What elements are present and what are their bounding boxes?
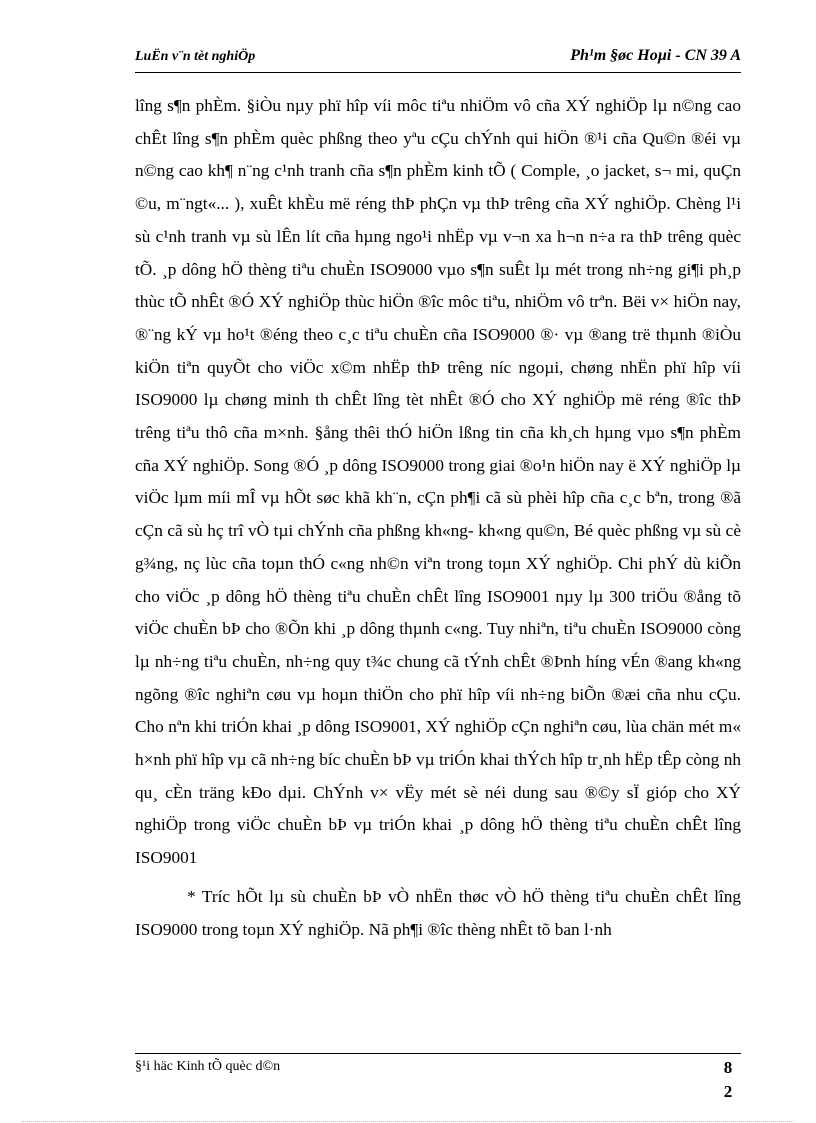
page-number-digit-2: 2 [723, 1082, 733, 1101]
header-author: Ph¹m §øc Hoµi - CN 39 A [570, 47, 741, 64]
footer-university: §¹i häc Kinh tÕ quèc d©n [135, 1059, 281, 1074]
header-thesis-label: LuËn v¨n tèt nghiÖp [135, 49, 256, 64]
page-bottom-border [22, 1121, 794, 1122]
page-header [135, 47, 741, 71]
body-text [135, 90, 741, 946]
page-number-digit-1: 8 [723, 1058, 733, 1077]
header-divider [135, 72, 741, 73]
page-number [718, 1056, 738, 1104]
footer-divider [135, 1053, 741, 1054]
paragraph-2: * Tríc hÕt lµ sù chuÈn bÞ vÒ nhËn thøc vÒ hÖ thèng tiªu chuÈn chÊt lîng ISO9000 trong toµn XÝ nghiÖp. Nã ph¶i ®îc thèng nhÊt tõ ban l·nh [135, 886, 741, 939]
paragraph-1: lîng s¶n phÈm. §iÒu nµy phï hîp víi môc tiªu nhiÖm vô cña XÝ nghiÖp lµ n©ng cao chÊt lîng s¶n phÈm quèc phßng theo yªu cÇu chÝnh qui hiÖn ®¹i cña Qu©n ®éi vµ n©ng cao kh¶ n¨ng c¹nh tranh cña s¶n phÈm kinh tÕ ( Comple, ¸o jacket, s¬ mi, quÇn ©u, m¨ngt«... ), xuÊt khÈu më réng thÞ phÇn vµ thÞ trêng cña XÝ nghiÖp. Chèng l¹i sù c¹nh tranh vµ sù lÊn lít cña hµng ngo¹i nhËp vµ v¬n xa h¬n n÷a ra thÞ trêng quèc tÕ. ¸p dông hÖ thèng tiªu chuÈn ISO9000 vµo s¶n suÊt lµ mét trong nh÷ng gi¶i ph¸p thùc tÕ nhÊt ®Ó XÝ nghiÖp thùc hiÖn ®îc môc tiªu, nhiÖm vô trªn. Bëi v× hiÖn nay, ®¨ng kÝ vµ ho¹t ®éng theo c¸c tiªu chuÈn cña ISO9000 ®· vµ ®ang trë thµnh ®iÒu kiÖn tiªn quyÕt cho viÖc x©m nhËp thÞ trêng níc ngoµi, chøng nhËn phï hîp víi ISO9000 lµ chøng minh th chÊt lîng tèt nhÊt ®Ó cho XÝ nghiÖp më réng ®îc thÞ trêng tiªu thô cña m×nh. §ång thêi thÓ hiÖn lßng tin cña kh¸ch hµng vµo s¶n phÈm cña XÝ nghiÖp. Song ®Ó ¸p dông ISO9000 trong giai ®o¹n hiÖn nay ë XÝ nghiÖp lµ viÖc lµm míi mÎ vµ hÕt søc khã kh¨n, cÇn ph¶i cã sù phèi hîp cña c¸c bªn, trong ®ã cÇn cã sù hç trî vÒ tµi chÝnh cña phßng kh«ng- kh«ng qu©n, Bé quèc phßng vµ sù cè g¾ng, nç lùc cña toµn thÓ c«ng nh©n viªn trong toµn XÝ nghiÖp. Chi phÝ dù kiÕn cho viÖc ¸p dông hÖ thèng tiªu chuÈn chÊt lîng ISO9001 nµy lµ 300 triÖu ®ång tõ viÖc chuÈn bÞ cho ®Õn khi ¸p dông thµnh c«ng. Tuy nhiªn, tiªu chuÈn ISO9000 còng lµ nh÷ng tiªu chuÈn, nh÷ng quy t¾c chung cã tÝnh chÊt ®Þnh híng vÉn ®ang kh«ng ngõng ®îc nghiªn cøu vµ hoµn thiÖn cho phï hîp víi nh÷ng biÕn ®æi cña nhu cÇu. Cho nªn khi triÓn khai ¸p dông ISO9001, XÝ nghiÖp cÇn nghiªn cøu, lùa chän mét m« h×nh phï hîp vµ cã nh÷ng bíc chuÈn bÞ vµ triÓn khai thÝch hîp tr¸nh hËp tÊp còng nh qu¸ cÈn träng kÐo dµi. ChÝnh v× vËy mét sè néi dung sau ®©y sÏ gióp cho XÝ nghiÖp trong viÖc chuÈn bÞ vµ triÓn khai ¸p dông hÖ thèng tiªu chuÈn chÊt lîng ISO9001 [135, 96, 741, 868]
